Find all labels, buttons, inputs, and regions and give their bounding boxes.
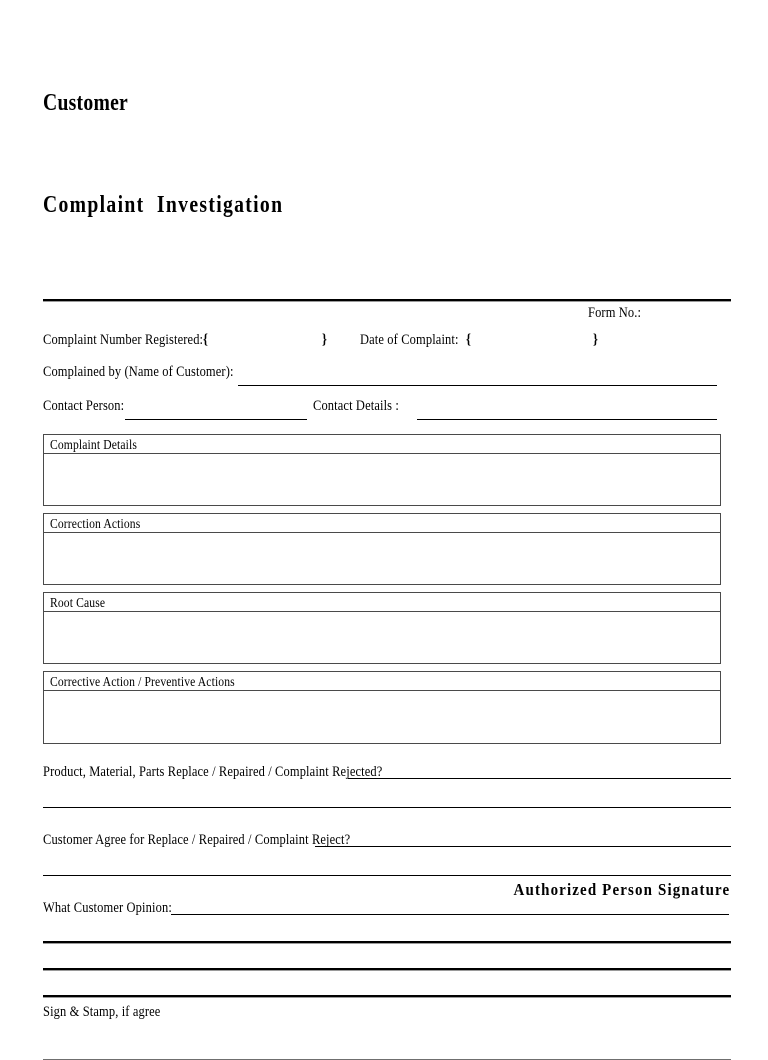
title-line-2: Complaint Investigation: [43, 192, 284, 219]
date-of-complaint-label: Date of Complaint:: [360, 331, 459, 348]
section-corrective-preventive-actions-input[interactable]: [44, 691, 720, 743]
question-customer-opinion-row: [43, 898, 731, 923]
section-header: [44, 514, 720, 533]
date-of-complaint-brace-open: {: [466, 331, 472, 348]
complaint-number-brace-close: }: [322, 331, 328, 348]
complained-by-input[interactable]: [238, 385, 717, 386]
sign-stamp-label: Sign & Stamp, if agree: [43, 1003, 161, 1020]
opinion-gap-1: [43, 923, 731, 941]
section-heading-label: Corrective Action / Preventive Actions: [50, 673, 235, 689]
q1-gap: [43, 787, 731, 807]
section-heading-label: Complaint Details: [50, 436, 138, 452]
section-complaint-details: [43, 434, 721, 506]
section-corrective-preventive-actions: [43, 671, 721, 744]
question-customer-opinion-label: What Customer Opinion:: [43, 899, 172, 916]
contact-row: [43, 396, 731, 430]
form-sheet: [43, 0, 731, 1020]
form-no-label: Form No.:: [588, 304, 642, 321]
complaint-number-brace-open: {: [203, 331, 209, 348]
question-customer-agree-row: [43, 830, 731, 855]
sign-stamp-bottom-rule: [43, 1059, 731, 1060]
contact-person-input[interactable]: [125, 419, 307, 420]
date-of-complaint-brace-close: }: [593, 331, 599, 348]
sign-stamp-space[interactable]: [43, 1025, 731, 1059]
post-sections-gap: [43, 751, 731, 762]
sign-stamp-row: [43, 1003, 731, 1025]
section-root-cause-input[interactable]: [44, 612, 720, 663]
contact-person-label: Contact Person:: [43, 397, 125, 414]
q2-gap-top: [43, 808, 731, 830]
authorized-person-signature-label: Authorized Person Signature: [513, 880, 730, 899]
section-header: [44, 672, 720, 691]
section-header: [44, 435, 720, 454]
opinion-gap-2: [43, 944, 731, 968]
form-no-row: [43, 302, 731, 328]
opinion-gap-3: [43, 971, 731, 995]
q2-gap: [43, 855, 731, 875]
contact-details-label: Contact Details :: [313, 397, 400, 414]
section-root-cause: [43, 592, 721, 664]
page-title: [43, 0, 607, 291]
contact-details-input[interactable]: [417, 419, 717, 420]
question-customer-opinion-input[interactable]: [171, 914, 729, 915]
question-customer-agree-label: Customer Agree for Replace / Repaired / Complaint Reject?: [43, 831, 351, 848]
title-line-1: Customer: [43, 90, 129, 117]
complaint-number-row: [43, 328, 731, 362]
question-product-replace-input[interactable]: [348, 778, 731, 779]
question-product-replace-label: Product, Material, Parts Replace / Repaired / Complaint Rejected?: [43, 763, 383, 780]
section-heading-label: Root Cause: [50, 594, 106, 610]
complained-by-label: Complained by (Name of Customer):: [43, 363, 234, 380]
complained-by-row: [43, 362, 731, 396]
section-complaint-details-input[interactable]: [44, 454, 720, 505]
question-customer-agree-input[interactable]: [315, 846, 731, 847]
section-correction-actions: [43, 513, 721, 585]
section-heading-label: Correction Actions: [50, 515, 141, 531]
section-header: [44, 593, 720, 612]
section-correction-actions-input[interactable]: [44, 533, 720, 584]
complaint-number-label: Complaint Number Registered:: [43, 331, 204, 348]
question-product-replace-row: [43, 762, 731, 787]
title-gap: [43, 291, 731, 299]
